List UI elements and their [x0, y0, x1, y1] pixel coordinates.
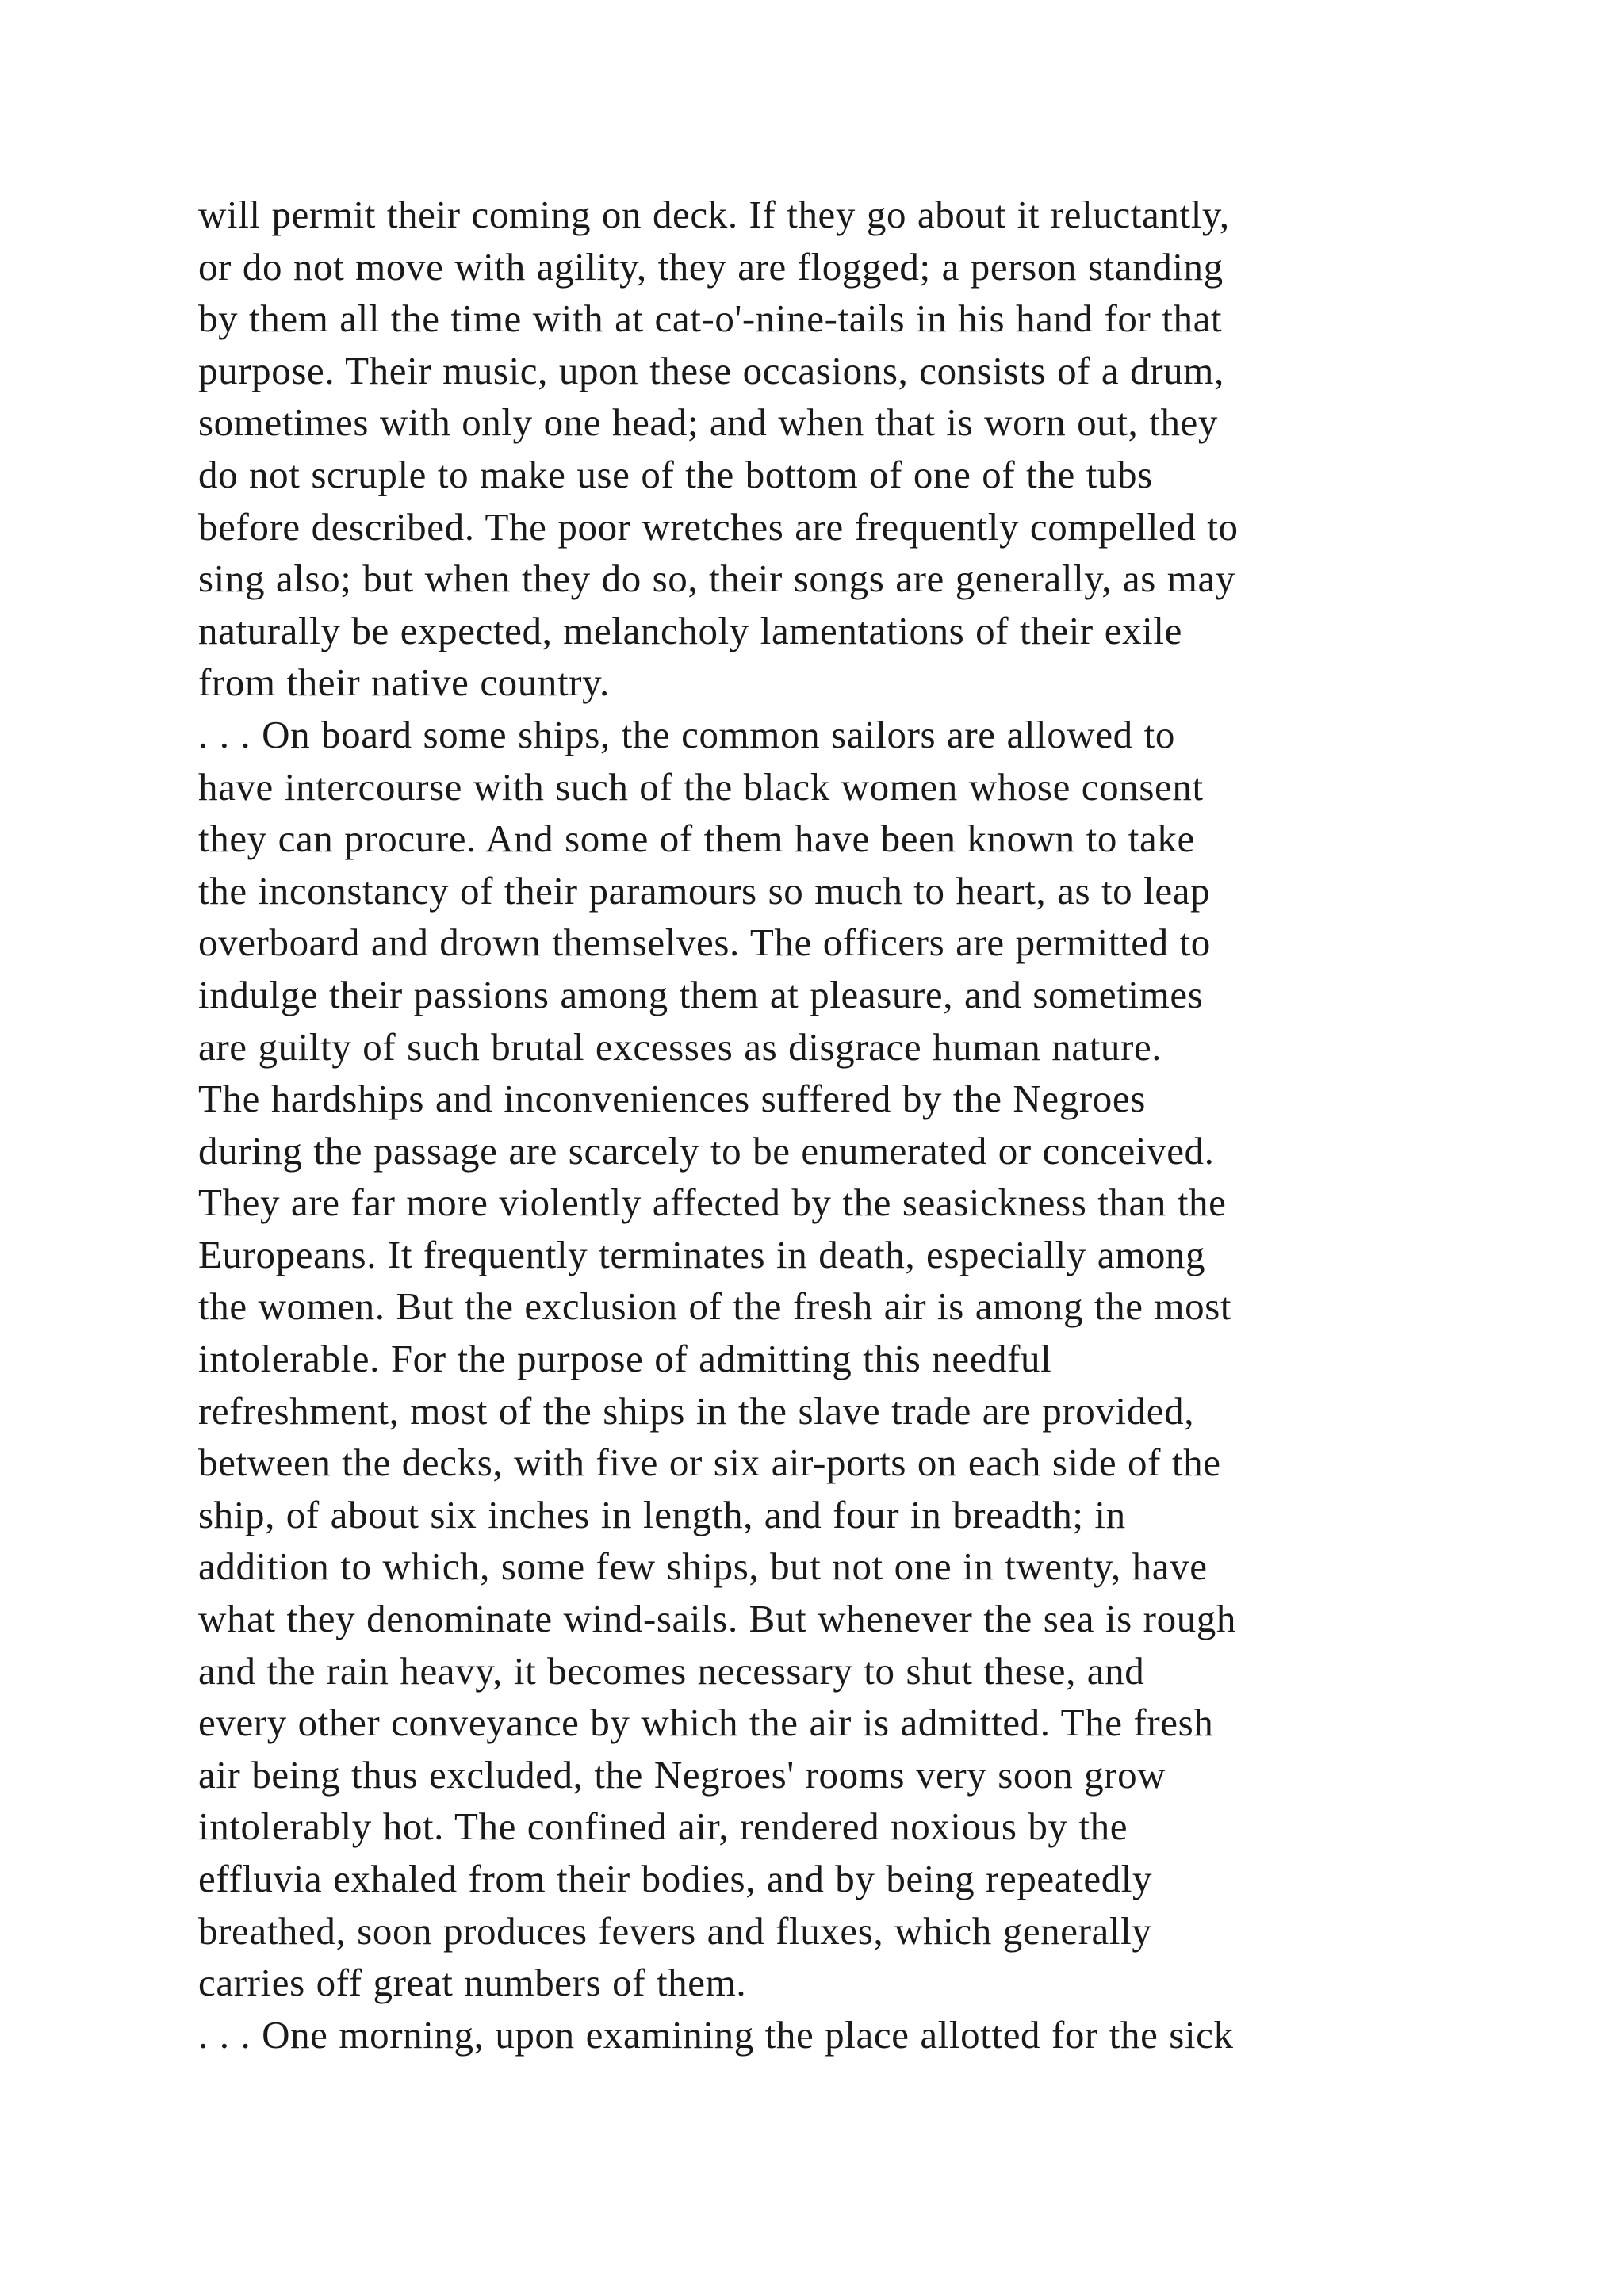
body-text [198, 189, 1499, 2061]
text-line: they can procure. And some of them have been known to take [198, 817, 1195, 861]
text-line: effluvia exhaled from their bodies, and by being repeatedly [198, 1857, 1153, 1900]
text-line: refreshment, most of the ships in the slave trade are provided, [198, 1388, 1195, 1433]
text-line: naturally be expected, melancholy lamentations of their exile [198, 608, 1182, 652]
text-line: They are far more violently affected by the seasickness than the [198, 1181, 1227, 1225]
text-line: air being thus excluded, the Negroes' rooms very soon grow [198, 1752, 1166, 1797]
text-line: breathed, soon produces fevers and fluxes, which generally [198, 1908, 1152, 1953]
text-line: between the decks, with five or six air-ports on each side of the [198, 1441, 1221, 1485]
text-line: will permit their coming on deck. If they go about it reluctantly, [198, 193, 1230, 236]
text-line: purpose. Their music, upon these occasions, consists of a drum, [198, 348, 1224, 392]
text-line: sing also; but when they do so, their songs are generally, as may [198, 557, 1235, 601]
text-line: by them all the time with at cat-o'-nine-tails in his hand for that [198, 297, 1223, 341]
text-line: what they denominate wind-sails. But whenever the sea is rough [198, 1597, 1237, 1641]
text-line: The hardships and inconveniences suffered by the Negroes [198, 1077, 1146, 1121]
text-line: . . . One morning, upon examining the place allotted for the sick [198, 2012, 1234, 2057]
text-line: . . . On board some ships, the common sailors are allowed to [198, 712, 1175, 756]
text-line: the inconstancy of their paramours so much to heart, as to leap [198, 868, 1211, 913]
text-line: and the rain heavy, it becomes necessary to shut these, and [198, 1648, 1145, 1693]
text-line: indulge their passions among them at pleasure, and sometimes [198, 972, 1204, 1016]
text-line: are guilty of such brutal excesses as disgrace human nature. [198, 1024, 1162, 1069]
text-line: during the passage are scarcely to be enumerated or conceived. [198, 1128, 1215, 1173]
text-line: overboard and drown themselves. The officers are permitted to [198, 920, 1211, 965]
text-line: do not scruple to make use of the bottom of one of the tubs [198, 452, 1153, 496]
text-line: every other conveyance by which the air is admitted. The fresh [198, 1701, 1214, 1745]
text-line: intolerably hot. The confined air, rendered noxious by the [198, 1804, 1128, 1849]
text-line: from their native country. [198, 660, 610, 705]
text-line: ship, of about six inches in length, and four in breadth; in [198, 1492, 1126, 1536]
text-line: intolerable. For the purpose of admitting this needful [198, 1337, 1052, 1381]
text-line: or do not move with agility, they are flogged; a person standing [198, 244, 1224, 289]
text-line: carries off great numbers of them. [198, 1961, 747, 2005]
text-line: before described. The poor wretches are frequently compelled to [198, 504, 1239, 549]
text-line: addition to which, some few ships, but not one in twenty, have [198, 1544, 1208, 1589]
text-line: sometimes with only one head; and when that is worn out, they [198, 400, 1218, 445]
text-line: Europeans. It frequently terminates in death, especially among [198, 1232, 1206, 1276]
text-line: have intercourse with such of the black women whose consent [198, 764, 1204, 809]
text-line: the women. But the exclusion of the fresh air is among the most [198, 1284, 1232, 1329]
